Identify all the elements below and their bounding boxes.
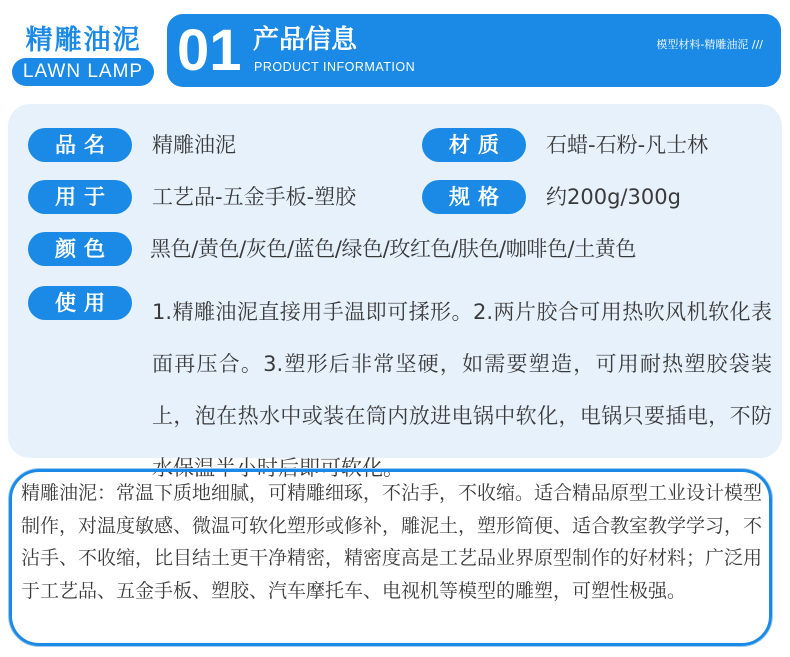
material-label: 材质 [422, 128, 526, 162]
material-value: 石蜡-石粉-凡士林 [546, 133, 709, 157]
usage-value: 1.精雕油泥直接用手温即可揉形。2.两片胶合可用热吹风机软化表面再压合。3.塑形后非常坚硬，如需要塑造，可用耐热塑胶袋装上，泡在热水中或装在筒内放进电锅中软化，电锅只要插电，不防水保温半小时后即可软化。 [152, 300, 772, 480]
section-banner [167, 14, 781, 87]
section-number: 01 [177, 18, 242, 83]
name-value: 精雕油泥 [152, 133, 236, 157]
brand-subtitle: LAWN LAMP [12, 58, 154, 86]
size-label: 规格 [422, 180, 526, 214]
breadcrumb: 模型材料-精雕油泥 /// [656, 38, 763, 51]
section-title: 产品信息 [253, 25, 358, 55]
section-subtitle: PRODUCT INFORMATION [254, 60, 416, 74]
use-value: 工艺品-五金手板-塑胶 [152, 185, 357, 209]
name-label: 品名 [28, 128, 132, 162]
brand-title: 精雕油泥 [25, 25, 142, 56]
color-label: 颜色 [28, 232, 132, 266]
use-label: 用于 [28, 180, 132, 214]
usage-label: 使用 [28, 286, 132, 320]
size-value: 约200g/300g [546, 185, 681, 209]
description-text: 精雕油泥：常温下质地细腻，可精雕细琢，不沾手，不收缩。适合精品原型工业设计模型制作，对温度敏感、微温可软化塑形或修补，雕泥土，塑形简便、适合教室教学学习，不沾手、不收缩，比目结土更干净精密，精密度高是工艺品业界原型制作的好材料；广泛用于工艺品、五金手板、塑胶、汽车摩托车、电视机等模型的雕塑，可塑性极强。 [21, 482, 763, 602]
color-value: 黑色/黄色/灰色/蓝色/绿色/玫红色/肤色/咖啡色/土黄色 [150, 237, 636, 261]
